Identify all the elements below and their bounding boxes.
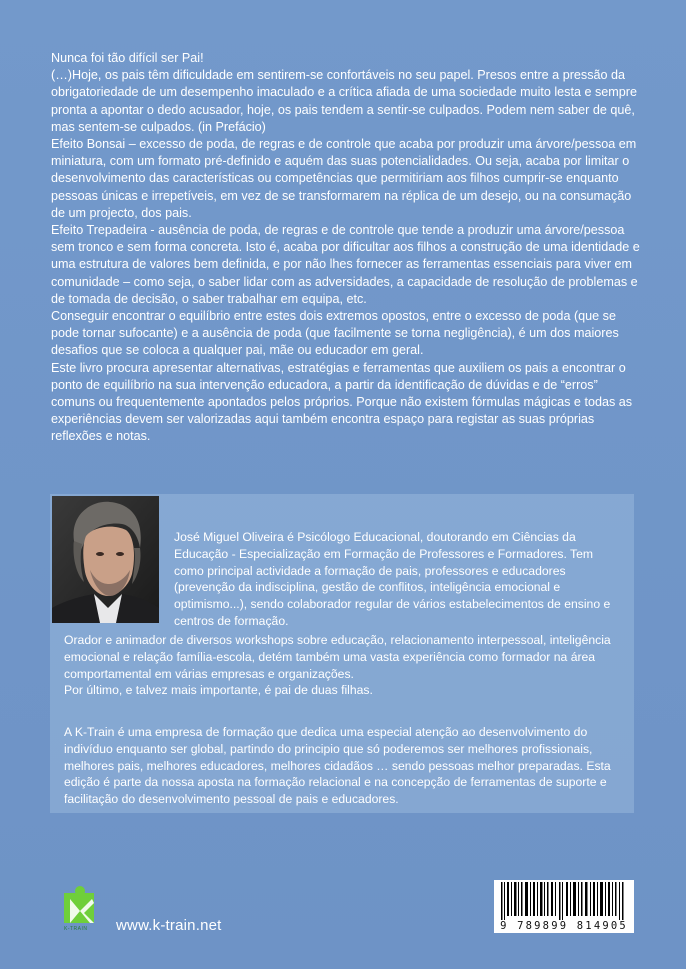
author-bio-bottom: Orador e animador de diversos workshops sobre educação, relacionamento interpessoal, inteligência emocional e relação família-escola, detém também uma vasta experiência como formador na área comportamental em várias empresas e organizações.: [64, 633, 611, 681]
author-bio: [174, 529, 624, 630]
synopsis-paragraph: Conseguir encontrar o equilíbrio entre estes dois extremos opostos, entre o excesso de poda (que se pode tornar sufocante) e a ausência de poda (que facilmente se torna negligência), é um dos maiores desafios que se coloca a qualquer pai, mãe ou educador em geral.: [51, 309, 619, 358]
author-bio-continued: [64, 632, 624, 699]
isbn-number: 9 789899 814905: [500, 920, 628, 932]
logo-caption: K-TRAIN: [64, 926, 88, 932]
synopsis-paragraph: Efeito Trepadeira - ausência de poda, de regras e de controle que tende a produzir uma árvore/pessoa sem tronco e sem forma concreta. Isto é, acaba por dificultar aos filhos a construção de uma identidade e uma estrutura de valores bem definida, e por não lhes fornecer as ferramentas essenciais para viver em comunidade – como seja, o saber lidar com as adversidades, a capacidade de resolução de problemas e de tomada de decisão, o saber trabalhar em equipa, etc.: [51, 223, 640, 306]
synopsis-paragraph: Este livro procura apresentar alternativas, estratégias e ferramentas que auxiliem os pais a encontrar o ponto de equilíbrio na sua intervenção educadora, a partir da identificação de dúvidas e de “erros” comuns ou frequentemente apontados pelos próprios. Porque não existem fórmulas mágicas e todas as experiências devem ser valorizadas aqui também encontra espaço para registar as suas próprias reflexões e notas.: [51, 360, 633, 444]
website-url[interactable]: www.k-train.net: [116, 917, 222, 934]
synopsis-paragraph: (…)Hoje, os pais têm dificuldade em sentirem-se confortáveis no seu papel. Presos entre a pressão da obrigatoriedade de um desempenho imaculado e a crítica afiada de uma sociedade muito lesta e sempre pronta a apontar o dedo acusador, hoje, os pais tendem a sentir-se culpados. Podem nem saber de quê, mas sentem-se culpados. (in Prefácio): [51, 68, 637, 134]
author-bio-top: José Miguel Oliveira é Psicólogo Educacional, doutorando em Ciências da Educação - Especialização em Formação de Professores e Formadores. Tem como principal actividade a formação de pais, professores e educadores (prevenção da indisciplina, gestão de conflitos, inteligência emocional e optimismo...), sendo colaborador regular de vários estabelecimentos de ensino e centros de formação.: [174, 530, 611, 628]
synopsis: [51, 50, 643, 446]
synopsis-paragraph: Efeito Bonsai – excesso de poda, de regras e de controle que acaba por produzir uma árvore/pessoa em miniatura, com um formato pré-definido e aquém das suas potencialidades. Ou seja, acaba por limitar o desenvolvimento das características ou competências que permitiriam aos filhos cumprir-se enquanto pessoas únicas e irrepetíveis, em vez de se transformarem na réplica de um desejo, ou na consumação de um projecto, dos pais.: [51, 137, 637, 220]
author-photo: [52, 496, 159, 623]
isbn-barcode: [494, 880, 634, 933]
barcode-bars-icon: [499, 882, 629, 920]
synopsis-title: Nunca foi tão difícil ser Pai!: [51, 51, 204, 65]
author-bio-last: Por último, e talvez mais importante, é pai de duas filhas.: [64, 683, 373, 698]
publisher-text: A K-Train é uma empresa de formação que dedica uma especial atenção ao desenvolvimento do indivíduo enquanto ser global, partindo do principio que só poderemos ser melhores profissionais, melhores pais, melhores educadores, melhores cidadãos … sendo pessoas melhor preparadas. Esta edição é parte da nossa aposta na formação relacional e na concepção de ferramentas de suporte e facilitação do desenvolvimento pessoal de pais e educadores.: [64, 725, 611, 807]
publisher-description: [64, 724, 624, 808]
